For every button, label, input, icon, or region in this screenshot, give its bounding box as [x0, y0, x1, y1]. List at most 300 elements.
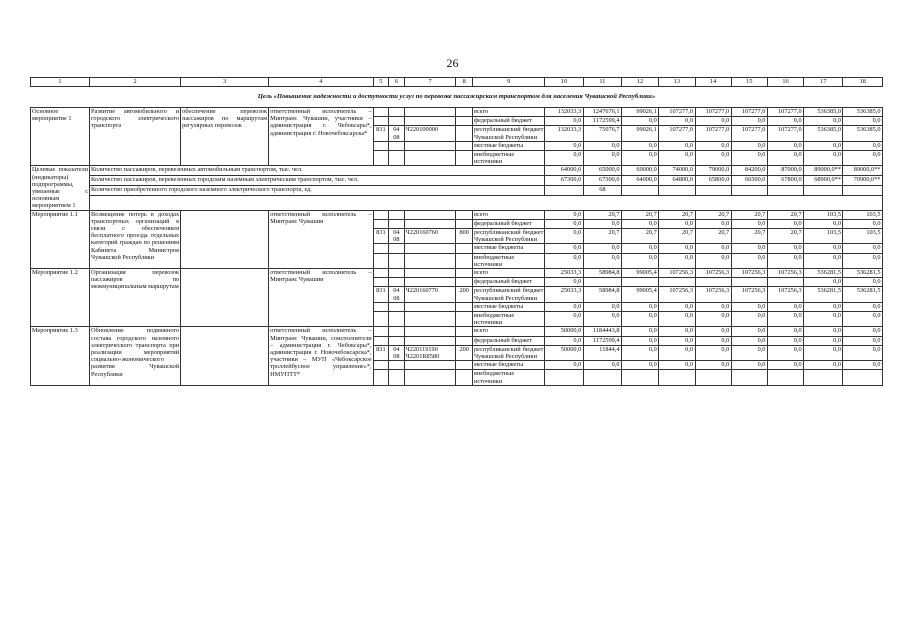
funding-value: 536281,5 [843, 268, 883, 277]
funding-value: 0,0 [695, 219, 731, 228]
funding-value: 0,0 [545, 228, 583, 243]
funding-value: 0,0 [731, 336, 767, 345]
funding-value: 20,7 [731, 228, 767, 243]
funding-value: 536385,0 [804, 126, 843, 141]
code-empty [404, 336, 456, 345]
code-empty [456, 268, 473, 277]
funding-value: 0,0 [583, 141, 621, 150]
funding-value: 0,0 [767, 150, 803, 165]
funding-value: 0,0 [843, 361, 883, 370]
measure-title: Развитие автомобильного и городского электрического транспорта [90, 108, 181, 166]
funding-source: федеральный бюджет [472, 219, 544, 228]
funding-source: республиканский бюджет Чувашской Республики [473, 126, 544, 141]
funding-value: 107277,0 [659, 108, 695, 117]
target-value: 64000,0 [622, 176, 659, 186]
executor: ответственный исполнитель – Минтранс Чувашии, участники – администрация г. Чебоксары*, администрация г. Новочебоксарска* [269, 108, 374, 166]
goal-title: Цель «Повышение надежности и доступности услуг по перевозке пассажирским транспортом для населения Чувашской Республики» [31, 87, 883, 108]
funding-value [767, 370, 803, 385]
funding-value: 50000,0 [545, 345, 583, 360]
expense-type-code: 200 [456, 287, 473, 302]
column-number: 18 [843, 78, 883, 87]
funding-source: местные бюджеты [472, 244, 544, 253]
funding-value: 0,0 [731, 150, 767, 165]
funding-value: 99005,4 [622, 287, 659, 302]
code-empty [389, 108, 405, 117]
column-number: 3 [181, 78, 269, 87]
targets-label: Целевые показатели (индикаторы) подпрограммы, увязанные с основным мероприятием 1 [32, 166, 88, 210]
funding-value: 536281,5 [804, 268, 843, 277]
code-empty [456, 361, 473, 370]
measure-name: Основное мероприятие 1 [31, 108, 90, 166]
funding-value [545, 370, 583, 385]
section-code: 04 08 [389, 126, 405, 141]
code-empty [404, 327, 456, 336]
table-row [31, 210, 883, 219]
column-number: 1 [31, 78, 90, 87]
code-empty [389, 253, 405, 268]
funding-value: 107256,3 [695, 287, 731, 302]
funding-source: федеральный бюджет [472, 117, 544, 126]
funding-value: 0,0 [545, 219, 583, 228]
code-empty [373, 219, 389, 228]
funding-value: 0,0 [731, 311, 767, 326]
funding-value: 0,0 [659, 327, 695, 336]
funding-value: 0,0 [659, 361, 695, 370]
funding-value: 0,0 [804, 311, 843, 326]
funding-value: 25033,3 [545, 268, 583, 277]
target-article-code: Ч220100000 [404, 126, 456, 141]
code-empty [404, 268, 456, 277]
funding-value: 536281,5 [804, 287, 843, 302]
funding-value: 20,7 [659, 210, 695, 219]
funding-value: 0,0 [731, 244, 767, 253]
funding-value [695, 278, 731, 287]
code-empty [456, 278, 473, 287]
column-number: 10 [545, 78, 583, 87]
funding-source: внебюджетные источники [472, 150, 544, 165]
code-empty [373, 370, 389, 385]
target-value: 67300,0 [583, 176, 621, 186]
code-empty [389, 117, 405, 126]
funding-value: 107277,0 [731, 108, 767, 117]
funding-value: 0,0 [843, 253, 883, 268]
funding-value: 107256,3 [731, 268, 767, 277]
funding-value: 0,0 [659, 244, 695, 253]
code-empty [456, 336, 473, 345]
funding-value: 0,0 [804, 278, 843, 287]
target-value: 65800,0 [695, 176, 731, 186]
column-number: 15 [731, 78, 767, 87]
target-value: 64000,0 [545, 166, 583, 176]
code-empty [404, 311, 456, 326]
funding-value: 0,0 [731, 302, 767, 311]
code-empty [404, 219, 456, 228]
funding-value [583, 278, 621, 287]
column-number: 13 [659, 78, 695, 87]
target-article-code: Ч220160760 [404, 228, 456, 243]
funding-value: 0,0 [622, 336, 659, 345]
measure-name: Мероприятие 1.2 [31, 268, 90, 326]
measure-name: Мероприятие 1.1 [31, 210, 90, 268]
target-value: 69000,0 [622, 166, 659, 176]
funding-value: 103,5 [804, 228, 843, 243]
code-empty [389, 219, 405, 228]
section-code: 04 08 [389, 345, 405, 360]
funding-value: 103,5 [804, 210, 843, 219]
funding-source: республиканский бюджет Чувашской Республики [473, 287, 544, 302]
funding-value: 0,0 [545, 210, 583, 219]
funding-value: 0,0 [843, 117, 883, 126]
funding-value: 0,0 [731, 253, 767, 268]
funding-value: 0,0 [843, 336, 883, 345]
funding-value: 0,0 [804, 361, 843, 370]
target-value [804, 186, 843, 196]
measure-title: Возмещение потерь в доходах транспортных организаций в связи с обеспечением бесплатного проезда отдельных категорий граждан по решениям Кабинета Министров Чувашской Республики [90, 210, 181, 268]
funding-value: 75076,7 [583, 126, 621, 141]
funding-value: 0,0 [767, 244, 803, 253]
grbs-code: 831 [373, 345, 389, 360]
funding-value: 107277,0 [767, 126, 803, 141]
code-empty [389, 311, 405, 326]
executor: ответственный исполнитель – Минтранс Чувашии, соисполнители – администрация г. Чебоксары*, администрация г. Новочебоксарска*, участники – МУП «Чебоксарское троллейбусное управление»*, НМУПТТ* [269, 327, 374, 385]
funding-source: местные бюджеты [472, 141, 544, 150]
funding-value: 0,0 [695, 150, 731, 165]
funding-value: 0,0 [731, 327, 767, 336]
column-number: 7 [404, 78, 456, 87]
funding-value: 20,7 [767, 210, 803, 219]
funding-value: 0,0 [545, 253, 583, 268]
target-value [545, 186, 583, 196]
funding-value [843, 370, 883, 385]
funding-value: 0,0 [583, 244, 621, 253]
target-value: 67800,0 [767, 176, 803, 186]
target-text: Количество пассажиров, перевезенных городским наземным электрическим транспортом, тыс. чел. [90, 176, 545, 186]
code-empty [389, 327, 405, 336]
funding-value: 0,0 [695, 336, 731, 345]
funding-value: 1184443,8 [583, 327, 621, 336]
funding-value: 0,0 [695, 253, 731, 268]
target-value: 79000,0 [695, 166, 731, 176]
funding-value: 20,7 [583, 210, 621, 219]
code-empty [404, 361, 456, 370]
funding-source: всего [472, 210, 544, 219]
column-number: 16 [767, 78, 803, 87]
funding-value: 536385,0 [843, 108, 883, 117]
funding-value: 20,7 [622, 228, 659, 243]
funding-value: 0,0 [731, 141, 767, 150]
code-empty [373, 150, 389, 165]
code-empty [373, 336, 389, 345]
funding-value: 536385,0 [804, 108, 843, 117]
funding-value: 20,7 [695, 210, 731, 219]
funding-value: 0,0 [622, 150, 659, 165]
funding-value: 0,0 [622, 141, 659, 150]
funding-value: 0,0 [622, 302, 659, 311]
funding-source: внебюджетные источники [472, 253, 544, 268]
funding-value: 107256,3 [767, 268, 803, 277]
code-empty [456, 108, 473, 117]
funding-value: 0,0 [695, 141, 731, 150]
column-number: 11 [583, 78, 621, 87]
code-empty [404, 253, 456, 268]
column-number: 14 [695, 78, 731, 87]
funding-value: 0,0 [622, 219, 659, 228]
measure-title: Обновление подвижного состава городского наземного электрического транспорта при реализации мероприятий социально-экономического развития Чувашской Республики [90, 327, 181, 385]
funding-value: 99005,4 [622, 268, 659, 277]
target-value: 68 [583, 186, 621, 196]
measure-task [181, 210, 269, 268]
table-row [31, 327, 883, 336]
target-row [31, 166, 883, 176]
target-value: 74000,0 [659, 166, 695, 176]
column-number: 4 [269, 78, 374, 87]
funding-value: 536281,5 [843, 287, 883, 302]
funding-value: 107277,0 [731, 126, 767, 141]
funding-value: 99026,1 [622, 108, 659, 117]
measure-title: Организация перевозок пассажиров по межмуниципальным маршрутам [90, 268, 181, 326]
funding-value: 107277,0 [767, 108, 803, 117]
funding-value: 0,0 [731, 361, 767, 370]
funding-value: 107277,0 [695, 108, 731, 117]
target-spacer-row [31, 196, 883, 210]
grbs-code: 831 [373, 126, 389, 141]
funding-value: 0,0 [804, 327, 843, 336]
funding-value: 0,0 [804, 150, 843, 165]
table-row [31, 108, 883, 117]
program-table [30, 77, 883, 386]
funding-value: 0,0 [583, 302, 621, 311]
code-empty [373, 327, 389, 336]
funding-value: 0,0 [545, 302, 583, 311]
code-empty [373, 210, 389, 219]
code-empty [456, 302, 473, 311]
funding-value: 0,0 [804, 253, 843, 268]
target-value [843, 186, 883, 196]
funding-value: 0,0 [659, 117, 695, 126]
funding-source: всего [472, 327, 544, 336]
funding-value: 0,0 [695, 361, 731, 370]
code-empty [404, 278, 456, 287]
target-value: 67300,0 [545, 176, 583, 186]
section-code: 04 08 [389, 228, 405, 243]
code-empty [389, 210, 405, 219]
funding-value: 0,0 [767, 253, 803, 268]
funding-value [695, 370, 731, 385]
funding-value: 0,0 [767, 219, 803, 228]
code-empty [389, 268, 405, 277]
code-empty [456, 311, 473, 326]
code-empty [373, 141, 389, 150]
funding-value: 107256,3 [731, 287, 767, 302]
target-row [31, 186, 883, 196]
funding-value: 103,5 [843, 228, 883, 243]
funding-value: 20,7 [659, 228, 695, 243]
code-empty [456, 327, 473, 336]
target-article-code: Ч220160770 [404, 287, 456, 302]
funding-value: 0,0 [659, 253, 695, 268]
funding-value: 0,0 [545, 141, 583, 150]
target-value: 89000,0** [843, 166, 883, 176]
code-empty [404, 117, 456, 126]
funding-value: 58984,8 [583, 287, 621, 302]
funding-value: 0,0 [695, 327, 731, 336]
funding-value: 0,0 [622, 345, 659, 360]
funding-value: 0,0 [843, 141, 883, 150]
funding-value: 0,0 [767, 117, 803, 126]
funding-value: 0,0 [767, 141, 803, 150]
target-text: Количество приобретенного городского наземного электрического транспорта, ед. [90, 186, 545, 196]
funding-value: 0,0 [843, 345, 883, 360]
column-number: 6 [389, 78, 405, 87]
funding-value: 0,0 [767, 302, 803, 311]
funding-value: 107256,3 [659, 268, 695, 277]
measure-task: обеспечение перевозок пассажиров по маршрутам регулярных перевозок [181, 108, 269, 166]
goal-row [31, 87, 883, 108]
funding-source: местные бюджеты [472, 302, 544, 311]
funding-value: 1247676,1 [583, 108, 621, 117]
code-empty [389, 278, 405, 287]
code-empty [456, 210, 473, 219]
expense-type-code: 200 [456, 345, 473, 360]
funding-value: 0,0 [843, 150, 883, 165]
funding-value: 0,0 [583, 361, 621, 370]
funding-value: 20,7 [767, 228, 803, 243]
funding-value: 20,7 [622, 210, 659, 219]
funding-value: 20,7 [583, 228, 621, 243]
funding-value: 0,0 [843, 327, 883, 336]
code-empty [404, 210, 456, 219]
funding-value [622, 370, 659, 385]
funding-value: 0,0 [695, 244, 731, 253]
funding-value: 107256,3 [659, 287, 695, 302]
code-empty [404, 244, 456, 253]
funding-value [622, 278, 659, 287]
funding-value: 0,0 [804, 219, 843, 228]
funding-value: 1172599,4 [583, 336, 621, 345]
funding-value: 0,0 [583, 219, 621, 228]
funding-value: 0,0 [545, 336, 583, 345]
funding-value: 0,0 [767, 336, 803, 345]
funding-value: 0,0 [804, 302, 843, 311]
funding-value: 0,0 [659, 219, 695, 228]
funding-value: 0,0 [659, 345, 695, 360]
code-empty [389, 244, 405, 253]
funding-value: 0,0 [843, 244, 883, 253]
funding-value [659, 278, 695, 287]
funding-source: федеральный бюджет [472, 278, 544, 287]
funding-value: 0,0 [767, 311, 803, 326]
measure-name: Мероприятие 1.3 [31, 327, 90, 385]
target-value [695, 186, 731, 196]
code-empty [389, 150, 405, 165]
funding-value: 132033,3 [545, 126, 583, 141]
funding-value: 11844,4 [583, 345, 621, 360]
funding-value: 0,0 [804, 345, 843, 360]
funding-value: 0,0 [659, 150, 695, 165]
code-empty [373, 108, 389, 117]
executor: ответственный исполнитель – Минтранс Чувашии [269, 268, 374, 326]
funding-value: 0,0 [622, 327, 659, 336]
funding-value: 20,7 [695, 228, 731, 243]
target-value [731, 186, 767, 196]
funding-value: 107277,0 [659, 126, 695, 141]
funding-value: 0,0 [545, 150, 583, 165]
funding-source: внебюджетные источники [472, 311, 544, 326]
code-empty [404, 370, 456, 385]
code-empty [389, 336, 405, 345]
funding-value [804, 370, 843, 385]
measure-task [181, 327, 269, 385]
code-empty [456, 141, 473, 150]
header-row [31, 78, 883, 87]
funding-value: 0,0 [695, 311, 731, 326]
funding-value: 99026,1 [622, 126, 659, 141]
funding-value [583, 370, 621, 385]
funding-value: 0,0 [731, 345, 767, 360]
funding-source: всего [472, 108, 544, 117]
funding-value: 0,0 [843, 219, 883, 228]
expense-type-code [456, 126, 473, 141]
funding-value: 0,0 [767, 327, 803, 336]
target-value [659, 186, 695, 196]
code-empty [404, 108, 456, 117]
code-empty [456, 244, 473, 253]
measure-task [181, 268, 269, 326]
funding-value [731, 370, 767, 385]
funding-value: 0,0 [731, 117, 767, 126]
funding-value: 50000,0 [545, 327, 583, 336]
funding-value: 107256,3 [695, 268, 731, 277]
funding-value: 20,7 [731, 210, 767, 219]
funding-value: 0,0 [659, 311, 695, 326]
target-value: 64800,0 [659, 176, 695, 186]
funding-value [659, 370, 695, 385]
column-number: 17 [804, 78, 843, 87]
funding-value: 0,0 [843, 302, 883, 311]
column-number: 9 [472, 78, 544, 87]
funding-source: всего [472, 268, 544, 277]
code-empty [373, 117, 389, 126]
funding-value: 0,0 [622, 311, 659, 326]
code-empty [404, 150, 456, 165]
target-text: Количество пассажиров, перевезенных автомобильным транспортом, тыс. чел. [90, 166, 545, 176]
code-empty [456, 219, 473, 228]
code-empty [456, 370, 473, 385]
funding-value: 1172599,4 [583, 117, 621, 126]
funding-value: 107256,3 [767, 287, 803, 302]
code-empty [373, 278, 389, 287]
target-value: 66500,0 [731, 176, 767, 186]
target-row [31, 176, 883, 186]
funding-value: 0,0 [583, 311, 621, 326]
code-empty [404, 141, 456, 150]
funding-value: 0,0 [804, 141, 843, 150]
funding-value: 0,0 [659, 336, 695, 345]
code-empty [373, 302, 389, 311]
target-value: 89000,0** [804, 166, 843, 176]
funding-value [731, 278, 767, 287]
code-empty [373, 361, 389, 370]
funding-value: 0,0 [767, 345, 803, 360]
code-empty [373, 311, 389, 326]
funding-value: 0,0 [767, 361, 803, 370]
funding-source: местные бюджеты [472, 361, 544, 370]
code-empty [373, 253, 389, 268]
funding-value: 0,0 [545, 244, 583, 253]
funding-value: 0,0 [545, 117, 583, 126]
section-code: 04 08 [389, 287, 405, 302]
funding-value: 0,0 [583, 150, 621, 165]
